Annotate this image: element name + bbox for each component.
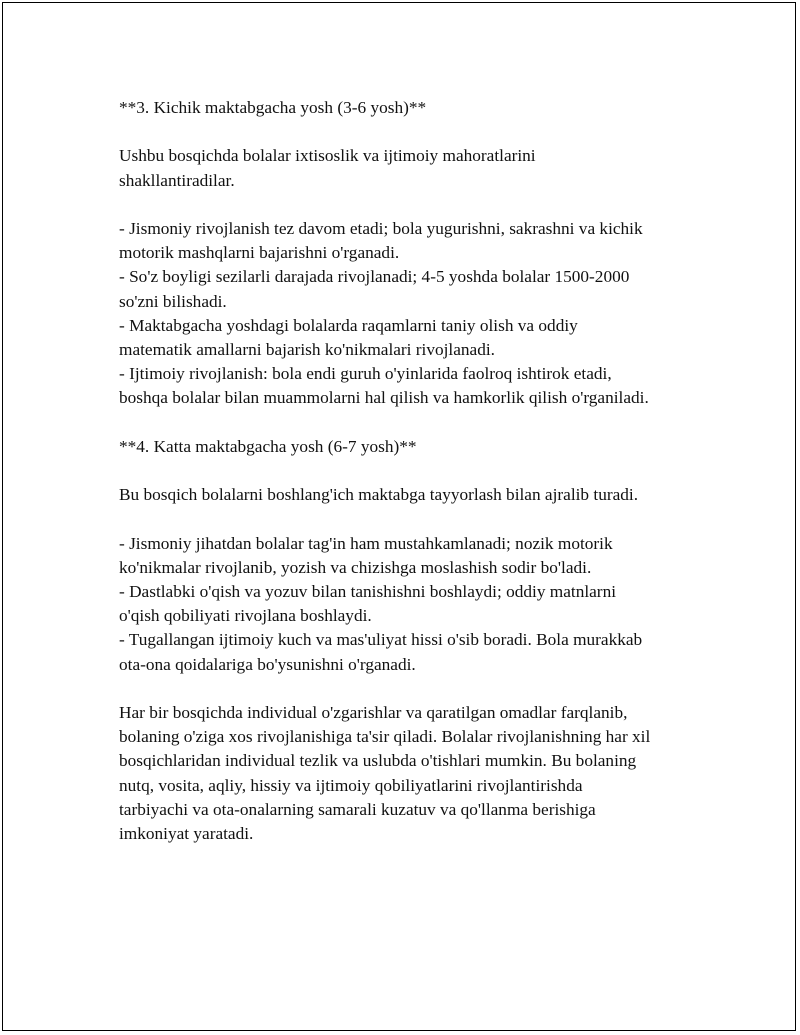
section-4-bullet-line: - Jismoniy jihatdan bolalar tag'in ham mustahkamlanadi; nozik motorik xyxy=(119,533,613,553)
section-3-intro-line: Ushbu bosqichda bolalar ixtisoslik va ijtimoiy mahoratlarini xyxy=(119,146,536,166)
section-3-bullet-line: matematik amallarni bajarish ko'nikmalari rivojlanadi. xyxy=(119,340,495,359)
section-4-heading: **4. Katta maktabgacha yosh (6-7 yosh)** xyxy=(119,436,417,456)
conclusion-line: bosqichlaridan individual tezlik va uslubda o'tishlari mumkin. Bu bolaning xyxy=(119,751,637,771)
paragraph-gap xyxy=(119,507,679,531)
conclusion-line: tarbiyachi va ota-onalarning samarali kuzatuv va qo'llanma berishiga xyxy=(119,799,596,819)
section-3-bullet-line: - So'z boyligi sezilarli darajada rivojlanadi; 4-5 yoshda bolalar 1500-2000 xyxy=(119,267,630,287)
section-3-bullet-line: boshqa bolalar bilan muammolarni hal qilish va hamkorlik qilish o'rganiladi. xyxy=(119,388,649,408)
conclusion-line: Har bir bosqichda individual o'zgarishlar va qaratilgan omadlar farqlanib, xyxy=(119,702,628,722)
section-3-bullet-line: motorik mashqlarni bajarishni o'rganadi. xyxy=(119,243,400,263)
section-4-bullet-line: - Dastlabki o'qish va yozuv bilan tanishishni boshlaydi; oddiy matnlarni xyxy=(119,581,617,601)
section-3-bullet-line: so'zni bilishadi. xyxy=(119,291,227,311)
section-3-heading: **3. Kichik maktabgacha yosh (3-6 yosh)** xyxy=(119,98,427,117)
paragraph-gap xyxy=(119,120,679,144)
document-page xyxy=(2,2,796,1031)
section-3-bullet-line: - Jismoniy rivojlanish tez davom etadi; bola yugurishni, sakrashni va kichik xyxy=(119,218,643,238)
section-4-bullet-line: ota-ona qoidalariga bo'ysunishni o'rganadi. xyxy=(119,654,416,674)
section-4-intro: Bu bosqich bolalarni boshlang'ich maktabga tayyorlash bilan ajralib turadi. xyxy=(119,485,639,505)
paragraph-gap xyxy=(119,677,679,701)
document-body xyxy=(119,96,679,846)
paragraph-gap xyxy=(119,459,679,483)
conclusion-line: imkoniyat yaratadi. xyxy=(119,824,254,843)
section-3-bullet-line: - Ijtimoiy rivojlanish: bola endi guruh o'yinlarida faolroq ishtirok etadi, xyxy=(119,364,612,384)
paragraph-gap xyxy=(119,411,679,435)
section-4-bullet-line: ko'nikmalar rivojlanib, yozish va chizishga moslashish sodir bo'ladi. xyxy=(119,557,592,577)
paragraph-gap xyxy=(119,193,679,217)
section-3-bullet-line: - Maktabgacha yoshdagi bolalarda raqamlarni taniy olish va oddiy xyxy=(119,315,578,335)
conclusion-line: nutq, vosita, aqliy, hissiy va ijtimoiy qobiliyatlarini rivojlantirishda xyxy=(119,775,583,795)
section-4-bullet-line: o'qish qobiliyati rivojlana boshlaydi. xyxy=(119,606,372,626)
section-3-intro-line: shakllantiradilar. xyxy=(119,170,235,190)
section-4-bullet-line: - Tugallangan ijtimoiy kuch va mas'uliyat hissi o'sib boradi. Bola murakkab xyxy=(119,630,643,650)
conclusion-line: bolaning o'ziga xos rivojlanishiga ta'sir qiladi. Bolalar rivojlanishning har xil xyxy=(119,727,651,747)
